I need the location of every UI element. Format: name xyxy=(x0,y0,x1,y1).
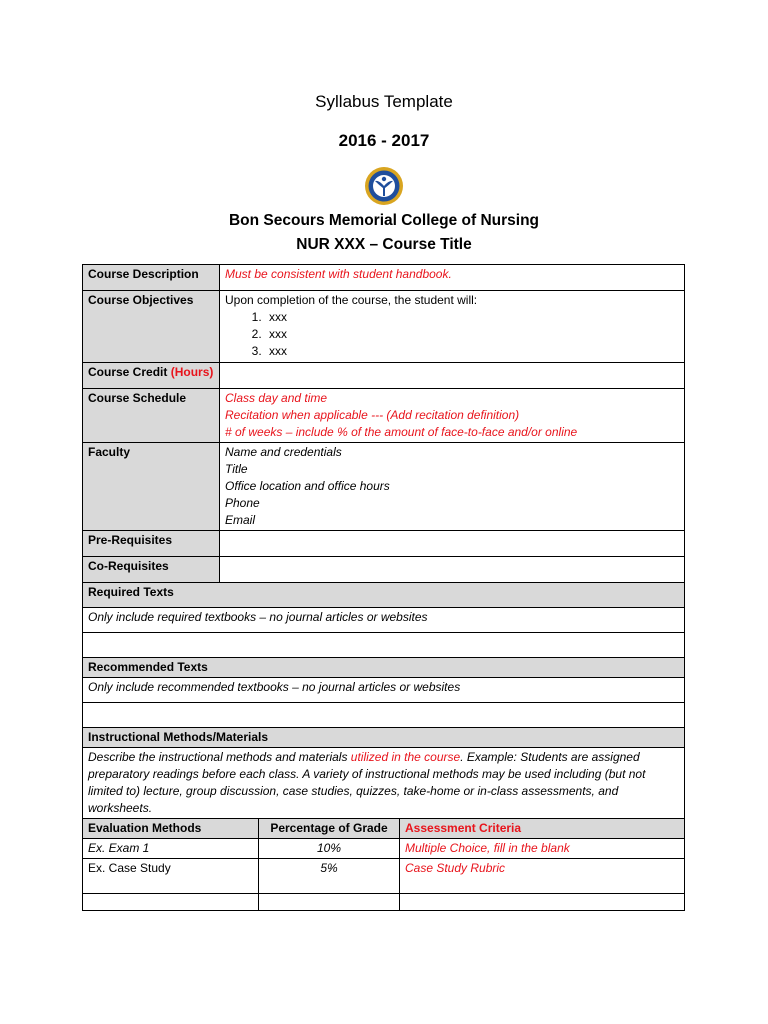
assessment-criteria-header: Assessment Criteria xyxy=(400,819,685,839)
percentage-cell[interactable]: 5% xyxy=(259,859,400,894)
required-texts-entry[interactable] xyxy=(83,633,685,658)
percentage-cell[interactable]: 10% xyxy=(259,839,400,859)
course-title: NUR XXX – Course Title xyxy=(296,236,472,253)
list-item: 2. xxx xyxy=(265,326,679,343)
recommended-texts-header: Recommended Texts xyxy=(83,658,685,678)
prerequisites-value[interactable] xyxy=(220,531,685,557)
prerequisites-label: Pre-Requisites xyxy=(83,531,220,557)
list-item: 3. xxx xyxy=(265,343,679,360)
prerequisites-row xyxy=(83,531,685,557)
course-objectives-label: Course Objectives xyxy=(83,291,220,363)
required-texts-note[interactable]: Only include required textbooks – no journal articles or websites xyxy=(83,608,685,633)
table-row xyxy=(83,839,685,859)
credit-hours-label: (Hours) xyxy=(170,365,214,379)
evaluation-table xyxy=(82,818,685,911)
course-schedule-row xyxy=(83,389,685,443)
table-row xyxy=(83,894,685,911)
corequisites-row xyxy=(83,557,685,583)
corequisites-label: Co-Requisites xyxy=(83,557,220,583)
criteria-cell[interactable] xyxy=(400,894,685,911)
faculty-value[interactable]: Name and credentials Title Office location and office hours Phone Email xyxy=(220,443,685,531)
course-objectives-value[interactable] xyxy=(220,291,685,363)
evaluation-method-cell[interactable]: Ex. Exam 1 xyxy=(83,839,259,859)
course-schedule-label: Course Schedule xyxy=(83,389,220,443)
evaluation-methods-header: Evaluation Methods xyxy=(83,819,259,839)
course-credit-label: Course Credit (Hours) xyxy=(83,363,220,389)
recommended-texts-entry[interactable] xyxy=(83,703,685,728)
college-name: Bon Secours Memorial College of Nursing xyxy=(228,212,540,229)
course-description-label: Course Description xyxy=(83,265,220,291)
college-logo-icon xyxy=(364,166,404,206)
course-credit-value[interactable] xyxy=(220,363,685,389)
course-description-value[interactable]: Must be consistent with student handbook. xyxy=(220,265,685,291)
percentage-header: Percentage of Grade xyxy=(259,819,400,839)
course-description-row xyxy=(83,265,685,291)
instructional-methods-header: Instructional Methods/Materials xyxy=(83,728,685,748)
course-objectives-row xyxy=(83,291,685,363)
syllabus-table xyxy=(82,264,685,911)
academic-year: 2016 - 2017 xyxy=(338,131,430,150)
required-texts-header: Required Texts xyxy=(83,583,685,608)
course-schedule-value[interactable]: Class day and time Recitation when applicable --- (Add recitation definition) # of weeks – include % of the amount of face-to-face and/or online xyxy=(220,389,685,443)
criteria-cell[interactable]: Case Study Rubric xyxy=(400,859,685,894)
corequisites-value[interactable] xyxy=(220,557,685,583)
evaluation-header-row xyxy=(83,819,685,839)
faculty-row xyxy=(83,443,685,531)
table-row xyxy=(83,859,685,894)
list-item: 1. xxx xyxy=(265,309,679,326)
objectives-intro: Upon completion of the course, the student will: xyxy=(225,293,478,307)
instructional-methods-text[interactable]: Describe the instructional methods and materials utilized in the course. Example: Students are assigned preparatory readings before each class. A variety of instructional methods may be used including (but not limited to) lecture, group discussion, case studies, quizzes, take-home or in-class assessments, and worksheets. xyxy=(83,748,685,819)
objectives-list xyxy=(225,309,679,360)
evaluation-method-cell[interactable]: Ex. Case Study xyxy=(83,859,259,894)
percentage-cell[interactable] xyxy=(259,894,400,911)
page-title: Syllabus Template xyxy=(315,92,453,111)
criteria-cell[interactable]: Multiple Choice, fill in the blank xyxy=(400,839,685,859)
faculty-label: Faculty xyxy=(83,443,220,531)
course-credit-row xyxy=(83,363,685,389)
evaluation-method-cell[interactable] xyxy=(83,894,259,911)
recommended-texts-note[interactable]: Only include recommended textbooks – no journal articles or websites xyxy=(83,678,685,703)
